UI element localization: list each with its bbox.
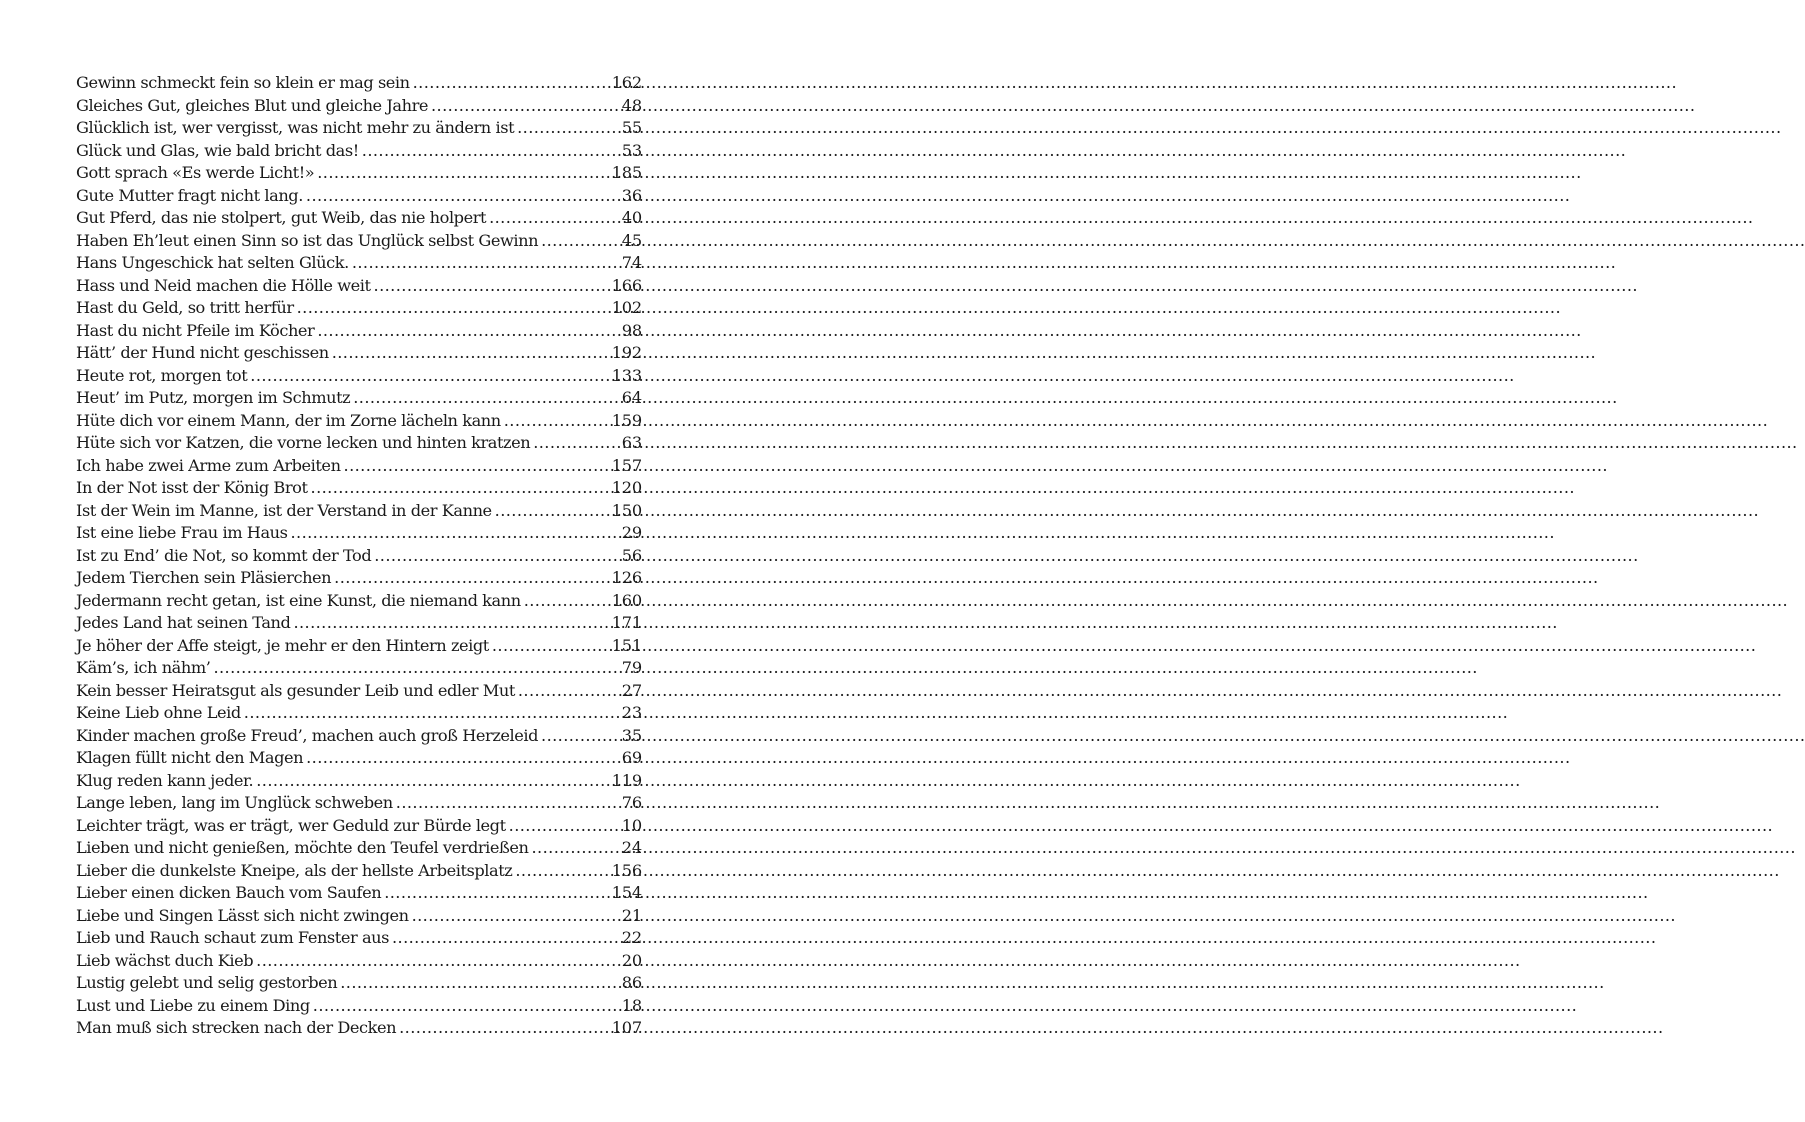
- index-entry: [76, 972, 642, 995]
- entry-text: Lieben und nicht genießen, möchte den Teufel verdrießen: [76, 838, 529, 857]
- dot-leader: [353, 387, 619, 410]
- index-entry: [76, 612, 642, 635]
- dot-leader: [399, 1017, 609, 1040]
- entry-text: Gewinn schmeckt fein so klein er mag sein: [76, 73, 410, 92]
- entry-page-number: 74: [621, 253, 642, 272]
- index-entry: [76, 117, 642, 140]
- index-entry: [76, 522, 642, 545]
- dot-leader: [431, 95, 619, 118]
- entry-text: Lieber die dunkelste Kneipe, als der hellste Arbeitsplatz: [76, 860, 513, 880]
- entry-text: Hüte sich vor Katzen, die vorne lecken und hinten kratzen: [76, 433, 531, 452]
- entry-page-number: 35: [621, 725, 642, 745]
- entry-page-number: 133: [611, 365, 642, 385]
- index-entry: [76, 95, 642, 118]
- entry-page-number: 21: [621, 905, 642, 925]
- index-entry: [76, 365, 642, 388]
- index-entry: [76, 320, 642, 343]
- dot-leader: [317, 320, 618, 343]
- dot-leader: [532, 837, 619, 860]
- entry-page-number: 27: [621, 680, 642, 700]
- entry-text: Jedes Land hat seinen Tand: [76, 613, 291, 632]
- index-entry: [76, 657, 642, 680]
- entry-text: Heut’ im Putz, morgen im Schmutz: [76, 388, 351, 407]
- entry-text: Glücklich ist, wer vergisst, was nicht mehr zu ändern ist: [76, 118, 515, 137]
- index-entry: [76, 950, 642, 973]
- index-entry: [76, 747, 642, 770]
- index-entry: [76, 927, 642, 950]
- entry-text: Ist zu End’ die Not, so kommt der Tod: [76, 545, 372, 565]
- index-entry: [76, 545, 642, 568]
- entry-text: Ist der Wein im Manne, ist der Verstand in der Kanne: [76, 500, 492, 520]
- entry-text: Klagen füllt nicht den Magen: [76, 748, 304, 767]
- entry-text: Jedermann recht getan, ist eine Kunst, die niemand kann: [76, 590, 521, 610]
- entry-page-number: 102: [611, 298, 642, 317]
- entry-text: Hüte dich vor einem Mann, der im Zorne lächeln kann: [76, 410, 501, 430]
- index-entry: [76, 207, 642, 230]
- entry-page-number: 150: [611, 500, 642, 520]
- entry-page-number: 86: [621, 973, 642, 992]
- dot-leader: [306, 185, 619, 208]
- dot-leader: [293, 612, 608, 635]
- index-entry: [76, 140, 642, 163]
- dot-leader: [533, 432, 619, 455]
- index-entry: [76, 590, 642, 613]
- index-entry: [76, 1017, 642, 1040]
- entry-text: Kinder machen große Freud’, machen auch groß Herzeleid: [76, 725, 539, 745]
- index-entry: [76, 387, 642, 410]
- dot-leader: [489, 207, 619, 230]
- entry-text: Gut Pferd, das nie stolpert, gut Weib, das nie holpert: [76, 208, 487, 227]
- entry-text: Ist eine liebe Frau im Haus: [76, 523, 288, 542]
- index-entry: [76, 252, 642, 275]
- entry-page-number: 76: [621, 793, 642, 812]
- index-entry: [76, 815, 642, 838]
- entry-page-number: 29: [621, 523, 642, 542]
- entry-text: In der Not isst der König Brot: [76, 478, 308, 497]
- dot-leader: [517, 117, 619, 140]
- dot-leader: [332, 342, 609, 365]
- entry-page-number: 154: [611, 883, 642, 902]
- entry-text: Gute Mutter fragt nicht lang.: [76, 185, 303, 205]
- entry-text: Käm’s, ich nähm’: [76, 658, 211, 677]
- dot-leader: [297, 297, 609, 320]
- entry-text: Ich habe zwei Arme zum Arbeiten: [76, 455, 341, 475]
- entry-page-number: 48: [621, 95, 642, 115]
- entry-page-number: 22: [621, 928, 642, 947]
- entry-page-number: 10: [621, 815, 642, 835]
- dot-leader: [256, 950, 619, 973]
- entry-page-number: 166: [611, 275, 642, 295]
- dot-leader: [504, 410, 609, 433]
- entry-text: Keine Lieb ohne Leid: [76, 703, 241, 722]
- index-entry: [76, 680, 642, 703]
- entry-text: Man muß sich strecken nach der Decken: [76, 1018, 397, 1037]
- index-entry: [76, 477, 642, 500]
- entry-text: Hans Ungeschick hat selten Glück.: [76, 253, 349, 272]
- index-entry: [76, 882, 642, 905]
- index-list: [76, 72, 642, 1040]
- entry-page-number: 63: [621, 433, 642, 452]
- entry-page-number: 40: [621, 208, 642, 227]
- index-entry: [76, 837, 642, 860]
- dot-leader: [492, 635, 609, 658]
- dot-leader: [213, 657, 618, 680]
- dot-leader: [384, 882, 609, 905]
- index-entry: [76, 230, 642, 253]
- index-entry: [76, 635, 642, 658]
- index-entry: [76, 185, 642, 208]
- entry-text: Gott sprach «Es werde Licht!»: [76, 163, 315, 182]
- dot-leader: [317, 162, 608, 185]
- dot-leader: [541, 230, 619, 253]
- entry-text: Hast du Geld, so tritt herfür: [76, 298, 294, 317]
- entry-page-number: 56: [621, 545, 642, 565]
- entry-page-number: 120: [611, 478, 642, 497]
- entry-page-number: 69: [621, 748, 642, 767]
- index-entry: [76, 567, 642, 590]
- dot-leader: [344, 455, 609, 478]
- dot-leader: [291, 522, 619, 545]
- entry-page-number: 159: [611, 410, 642, 430]
- entry-page-number: 18: [621, 995, 642, 1015]
- entry-text: Heute rot, morgen tot: [76, 365, 248, 385]
- index-entry: [76, 860, 642, 883]
- entry-page-number: 126: [611, 568, 642, 587]
- index-page: [76, 72, 642, 1040]
- entry-page-number: 53: [621, 140, 642, 160]
- entry-text: Lange leben, lang im Unglück schweben: [76, 793, 393, 812]
- entry-page-number: 162: [611, 73, 642, 92]
- dot-leader: [495, 500, 609, 523]
- dot-leader: [306, 747, 619, 770]
- index-entry: [76, 500, 642, 523]
- entry-page-number: 171: [611, 613, 642, 632]
- entry-page-number: 24: [621, 838, 642, 857]
- entry-page-number: 157: [611, 455, 642, 475]
- index-entry: [76, 72, 642, 95]
- entry-page-number: 192: [611, 343, 642, 362]
- index-entry: [76, 905, 642, 928]
- entry-text: Je höher der Affe steigt, je mehr er den Hintern zeigt: [76, 635, 489, 655]
- entry-page-number: 20: [621, 950, 642, 970]
- dot-leader: [396, 792, 619, 815]
- index-entry: [76, 995, 642, 1018]
- dot-leader: [413, 72, 609, 95]
- index-entry: [76, 792, 642, 815]
- entry-text: Lust und Liebe zu einem Ding: [76, 995, 310, 1015]
- dot-leader: [392, 927, 619, 950]
- entry-page-number: 23: [621, 703, 642, 722]
- entry-page-number: 119: [611, 770, 642, 790]
- index-entry: [76, 410, 642, 433]
- entry-text: Lieb und Rauch schaut zum Fenster aus: [76, 928, 389, 947]
- entry-text: Jedem Tierchen sein Pläsierchen: [76, 568, 332, 587]
- entry-text: Gleiches Gut, gleiches Blut und gleiche Jahre: [76, 95, 429, 115]
- dot-leader: [518, 680, 619, 703]
- entry-text: Glück und Glas, wie bald bricht das!: [76, 140, 359, 160]
- dot-leader: [311, 477, 609, 500]
- entry-page-number: 98: [621, 320, 642, 340]
- entry-page-number: 55: [621, 118, 642, 137]
- entry-text: Hass und Neid machen die Hölle weit: [76, 275, 371, 295]
- index-entry: [76, 275, 642, 298]
- dot-leader: [374, 275, 609, 298]
- entry-page-number: 45: [621, 230, 642, 250]
- dot-leader: [374, 545, 619, 568]
- entry-page-number: 151: [611, 635, 642, 655]
- entry-page-number: 64: [621, 388, 642, 407]
- index-entry: [76, 342, 642, 365]
- dot-leader: [256, 770, 608, 793]
- entry-text: Hätt’ der Hund nicht geschissen: [76, 343, 329, 362]
- entry-page-number: 36: [621, 185, 642, 205]
- dot-leader: [541, 725, 619, 748]
- dot-leader: [412, 905, 619, 928]
- entry-text: Lustig gelebt und selig gestorben: [76, 973, 338, 992]
- dot-leader: [250, 365, 608, 388]
- entry-page-number: 107: [611, 1018, 642, 1037]
- entry-text: Lieb wächst duch Kieb: [76, 950, 254, 970]
- index-entry: [76, 770, 642, 793]
- dot-leader: [244, 702, 619, 725]
- entry-text: Klug reden kann jeder.: [76, 770, 254, 790]
- entry-text: Liebe und Singen Lässt sich nicht zwingen: [76, 905, 409, 925]
- index-entry: [76, 702, 642, 725]
- index-entry: [76, 725, 642, 748]
- index-entry: [76, 432, 642, 455]
- entry-text: Lieber einen dicken Bauch vom Saufen: [76, 883, 382, 902]
- dot-leader: [362, 140, 619, 163]
- entry-text: Kein besser Heiratsgut als gesunder Leib und edler Mut: [76, 680, 515, 700]
- dot-leader: [352, 252, 619, 275]
- entry-page-number: 156: [611, 860, 642, 880]
- entry-text: Leichter trägt, was er trägt, wer Geduld zur Bürde legt: [76, 815, 506, 835]
- index-entry: [76, 297, 642, 320]
- dot-leader: [515, 860, 608, 883]
- dot-leader: [313, 995, 619, 1018]
- entry-text: Haben Eh’leut einen Sinn so ist das Unglück selbst Gewinn: [76, 230, 539, 250]
- entry-page-number: 79: [621, 658, 642, 677]
- dot-leader: [509, 815, 619, 838]
- entry-page-number: 160: [611, 590, 642, 610]
- index-entry: [76, 162, 642, 185]
- dot-leader: [340, 972, 619, 995]
- dot-leader: [334, 567, 609, 590]
- entry-text: Hast du nicht Pfeile im Köcher: [76, 320, 315, 340]
- dot-leader: [524, 590, 609, 613]
- index-entry: [76, 455, 642, 478]
- entry-page-number: 185: [611, 163, 642, 182]
